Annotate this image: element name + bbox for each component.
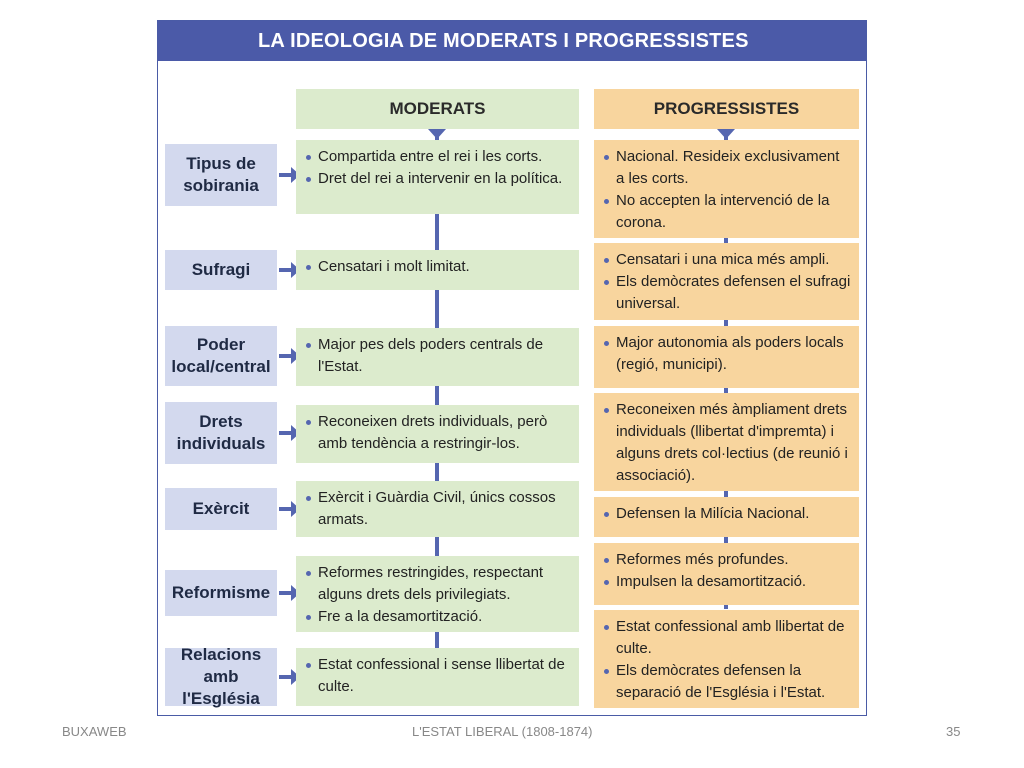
footer-center: L'ESTAT LIBERAL (1808-1874) [412, 724, 593, 739]
list-item: Major autonomia als poders locals (regió, municipi). [604, 332, 851, 376]
list-item: Reformes més profundes. [604, 549, 851, 571]
row-arrow-icon [279, 431, 293, 435]
column-header-moderats: MODERATS [296, 89, 579, 129]
moderats-cell-poder [296, 328, 579, 386]
moderats-down-arrow-icon [428, 129, 446, 139]
row-arrow-icon [279, 268, 293, 272]
list-item: Compartida entre el rei i les corts. [306, 146, 571, 168]
list-item: Censatari i una mica més ampli. [604, 249, 851, 271]
list-item: Els demòcrates defensen el sufragi universal. [604, 271, 851, 315]
moderats-cell-esglesia [296, 648, 579, 706]
list-item: Reformes restringides, respectant alguns drets dels privilegiats. [306, 562, 571, 606]
moderats-cell-drets [296, 405, 579, 463]
list-item: Estat confessional amb llibertat de culte. [604, 616, 851, 660]
footer-left: BUXAWEB [62, 724, 127, 739]
list-item: Fre a la desamortització. [306, 606, 571, 628]
row-label-sufragi: Sufragi [165, 250, 277, 290]
list-item: Reconeixen drets individuals, però amb tendència a restringir-los. [306, 411, 571, 455]
row-label-reformisme: Reformisme [165, 570, 277, 616]
list-item: Reconeixen més àmpliament drets individuals (llibertat d'impremta) i alguns drets col·lectius (de reunió i associació). [604, 399, 851, 487]
progressistes-cell-poder [594, 326, 859, 388]
list-item: Defensen la Milícia Nacional. [604, 503, 851, 525]
moderats-cell-reformisme [296, 556, 579, 632]
row-label-sobirania: Tipus de sobirania [165, 144, 277, 206]
column-header-progressistes: PROGRESSISTES [594, 89, 859, 129]
list-item: Nacional. Resideix exclusivament a les corts. [604, 146, 851, 190]
progressistes-down-arrow-icon [717, 129, 735, 139]
row-arrow-icon [279, 173, 293, 177]
slide-title: LA IDEOLOGIA DE MODERATS I PROGRESSISTES [158, 21, 866, 61]
list-item: No accepten la intervenció de la corona. [604, 190, 851, 234]
moderats-cell-sobirania [296, 140, 579, 214]
row-label-poder: Poder local/central [165, 326, 277, 386]
list-item: Impulsen la desamortització. [604, 571, 851, 593]
moderats-cell-sufragi [296, 250, 579, 290]
list-item: Censatari i molt limitat. [306, 256, 571, 278]
footer-page-number: 35 [946, 724, 961, 739]
row-arrow-icon [279, 675, 293, 679]
list-item: Els demòcrates defensen la separació de l'Església i l'Estat. [604, 660, 851, 704]
progressistes-cell-sobirania [594, 140, 859, 238]
progressistes-cell-reformisme [594, 543, 859, 605]
row-label-esglesia: Relacions amb l'Església [165, 648, 277, 706]
row-arrow-icon [279, 507, 293, 511]
list-item: Exèrcit i Guàrdia Civil, únics cossos armats. [306, 487, 571, 531]
row-label-drets: Drets individuals [165, 402, 277, 464]
list-item: Major pes dels poders centrals de l'Estat. [306, 334, 571, 378]
progressistes-cell-exercit [594, 497, 859, 537]
row-arrow-icon [279, 354, 293, 358]
row-label-exercit: Exèrcit [165, 488, 277, 530]
moderats-cell-exercit [296, 481, 579, 537]
list-item: Estat confessional i sense llibertat de culte. [306, 654, 571, 698]
progressistes-cell-drets [594, 393, 859, 491]
row-arrow-icon [279, 591, 293, 595]
list-item: Dret del rei a intervenir en la política. [306, 168, 571, 190]
progressistes-cell-esglesia [594, 610, 859, 708]
progressistes-cell-sufragi [594, 243, 859, 320]
